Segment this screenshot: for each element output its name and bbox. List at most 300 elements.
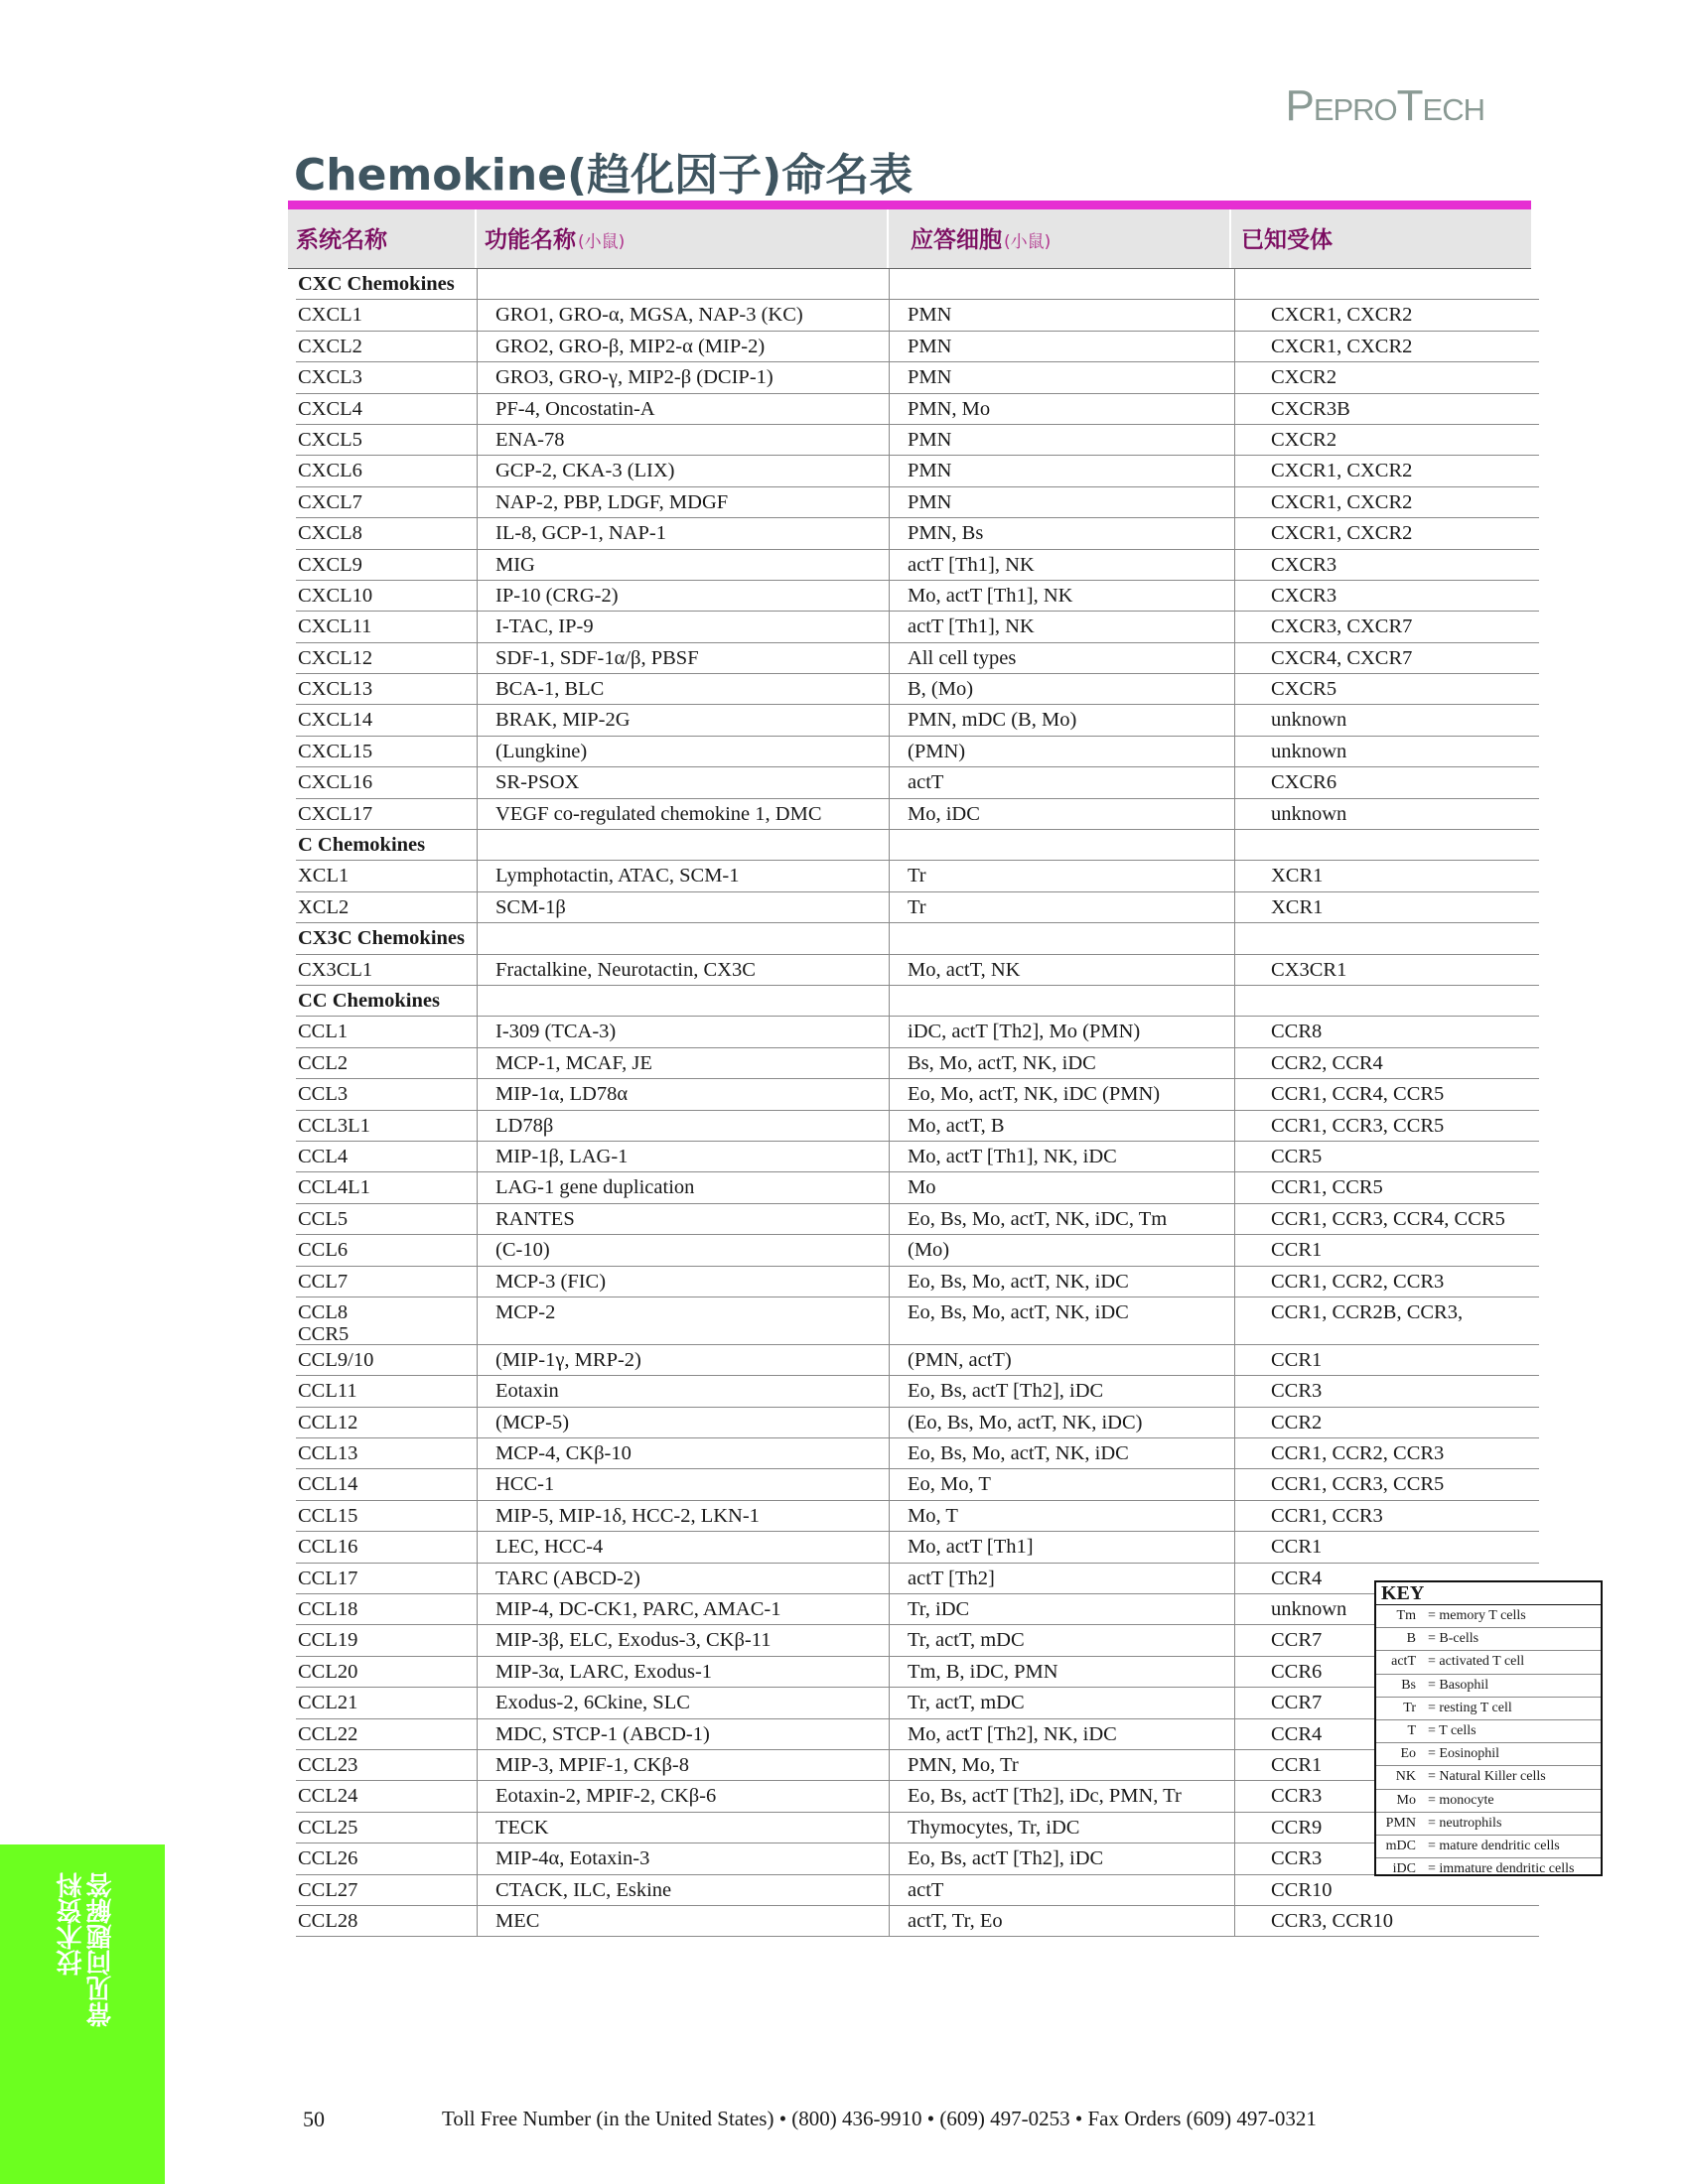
cell-responding-cells: PMN: [908, 304, 952, 327]
chemokine-table: [296, 269, 1539, 1937]
table-row: [296, 456, 1539, 486]
cell-known-receptors: CCR3, CCR10: [1271, 1909, 1394, 1932]
table-row: [296, 1204, 1539, 1235]
cell-known-receptors: CCR4: [1271, 1567, 1323, 1589]
key-desc: = immature dendritic cells: [1428, 1861, 1575, 1877]
cell-systematic-name: CCL12: [298, 1411, 358, 1433]
table-row: [296, 861, 1539, 891]
cell-known-receptors: CXCR3, CXCR7: [1271, 615, 1413, 638]
cell-functional-name: Fractalkine, Neurotactin, CX3C: [495, 958, 756, 981]
cell-functional-name: [495, 986, 903, 1016]
cell-responding-cells: PMN: [908, 460, 952, 482]
cell-systematic-name: CCL2: [298, 1051, 349, 1074]
cell-systematic-name: CCL6: [298, 1239, 349, 1262]
cell-known-receptors: CCR1: [1271, 1348, 1323, 1371]
key-abbr: PMN: [1385, 1815, 1416, 1831]
cell-known-receptors: CCR1, CCR2B, CCR3,: [1271, 1300, 1464, 1323]
key-desc: = resting T cell: [1428, 1700, 1512, 1715]
cell-systematic-name: CCL4L1: [298, 1176, 370, 1199]
cell-functional-name: IP-10 (CRG-2): [495, 584, 619, 607]
key-abbr: T: [1407, 1722, 1416, 1738]
cell-responding-cells: PMN, Mo, Tr: [908, 1753, 1019, 1776]
cell-functional-name: NAP-2, PBP, LDGF, MDGF: [495, 490, 729, 513]
cell-known-receptors: CXCR1, CXCR2: [1271, 522, 1413, 545]
table-row: [296, 1875, 1539, 1906]
cell-functional-name: CTACK, ILC, Eskine: [495, 1878, 672, 1901]
cell-responding-cells: Mo, actT, NK: [908, 958, 1021, 981]
cell-systematic-name: CCL27: [298, 1878, 358, 1901]
cell-responding-cells: Bs, Mo, actT, NK, iDC: [908, 1051, 1096, 1074]
cell-responding-cells: actT, Tr, Eo: [908, 1909, 1003, 1932]
header-responding-cells: 应答细胞 (小鼠): [911, 227, 1052, 253]
key-desc: = T cells: [1428, 1722, 1477, 1738]
cell-responding-cells: PMN: [908, 366, 952, 389]
cell-known-receptors: unknown: [1271, 802, 1347, 825]
cell-responding-cells: Tr: [908, 895, 926, 918]
key-legend: [1374, 1580, 1603, 1876]
cell-known-receptors: XCR1: [1271, 865, 1324, 887]
table-row: [296, 581, 1539, 612]
cell-known-receptors: CX3CR1: [1271, 958, 1347, 981]
key-item: [1376, 1858, 1601, 1880]
column-divider: [477, 269, 478, 1937]
cell-known-receptors: CCR3: [1271, 1847, 1323, 1870]
cell-responding-cells: PMN, Bs: [908, 522, 984, 545]
cell-responding-cells: Thymocytes, Tr, iDC: [908, 1816, 1080, 1839]
side-tab: [0, 1844, 165, 2184]
key-abbr: Eo: [1400, 1746, 1416, 1762]
table-row: [296, 1688, 1539, 1718]
table-row: [296, 1079, 1539, 1110]
table-row: [296, 1235, 1539, 1266]
table-row: [296, 394, 1539, 425]
page-title: Chemokine(趋化因子)命名表: [294, 150, 914, 201]
cell-systematic-name: CX3CL1: [298, 958, 373, 981]
table-row: [296, 550, 1539, 581]
cell-functional-name: LD78β: [495, 1114, 554, 1137]
cell-systematic-name: CXCL16: [298, 771, 373, 794]
table-row: [296, 1564, 1539, 1594]
section-title: CC Chemokines: [298, 989, 440, 1012]
table-row: [296, 1906, 1539, 1937]
table-row: [296, 1657, 1539, 1688]
table-row: [296, 1532, 1539, 1563]
cell-functional-name: VEGF co-regulated chemokine 1, DMC: [495, 802, 822, 825]
cell-functional-name: (C-10): [495, 1239, 550, 1262]
table-row: [296, 955, 1539, 986]
cell-systematic-name: CXCL9: [298, 553, 362, 576]
cell-functional-name: MIP-3, MPIF-1, CKβ-8: [495, 1753, 689, 1776]
cell-responding-cells: Tr, actT, mDC: [908, 1692, 1025, 1714]
cell-functional-name: SDF-1, SDF-1α/β, PBSF: [495, 646, 699, 669]
key-item: [1376, 1628, 1601, 1651]
table-row: [296, 1625, 1539, 1656]
table-row: [296, 1111, 1539, 1142]
cell-systematic-name: CCL15: [298, 1504, 358, 1527]
cell-functional-name: Eotaxin-2, MPIF-2, CKβ-6: [495, 1785, 717, 1808]
column-divider: [889, 269, 890, 1937]
cell-functional-name: ENA-78: [495, 428, 565, 451]
key-item: [1376, 1836, 1601, 1858]
table-row: [296, 1750, 1539, 1781]
key-abbr: Mo: [1396, 1792, 1416, 1808]
cell-systematic-name: CCL20: [298, 1660, 358, 1683]
table-row: [296, 737, 1539, 767]
cell-responding-cells: PMN: [908, 428, 952, 451]
cell-functional-name: I-309 (TCA-3): [495, 1021, 617, 1043]
accent-rule: [288, 201, 1531, 209]
cell-responding-cells: Eo, Mo, T: [908, 1473, 991, 1496]
table-row: [296, 1048, 1539, 1079]
cell-responding-cells: All cell types: [908, 646, 1017, 669]
brand-logo: PeproTech: [1285, 81, 1484, 130]
cell-responding-cells: PMN, mDC (B, Mo): [908, 709, 1077, 732]
section-row: [296, 269, 1539, 300]
cell-systematic-name: CCL3: [298, 1083, 349, 1106]
cell-responding-cells: Eo, Bs, actT [Th2], iDC: [908, 1380, 1104, 1403]
cell-systematic-name: CCL13: [298, 1442, 358, 1465]
side-tab-text-1: 技术资料: [57, 1872, 86, 1976]
cell-responding-cells: actT [Th1], NK: [908, 615, 1035, 638]
key-item: [1376, 1743, 1601, 1766]
cell-responding-cells: actT: [908, 1878, 944, 1901]
cell-known-receptors: CCR1: [1271, 1239, 1323, 1262]
key-desc: = memory T cells: [1428, 1608, 1526, 1623]
cell-responding-cells: Mo, iDC: [908, 802, 980, 825]
cell-functional-name: IL-8, GCP-1, NAP-1: [495, 522, 666, 545]
cell-known-receptors: CCR1, CCR3: [1271, 1504, 1383, 1527]
cell-known-receptors: CXCR1, CXCR2: [1271, 460, 1413, 482]
cell-responding-cells: Mo, actT [Th1]: [908, 1536, 1034, 1559]
cell-known-receptors: CCR3: [1271, 1785, 1323, 1808]
footer-contact: Toll Free Number (in the United States) • (800) 436-9910 • (609) 497-0253 • Fax Orders (609) 497-0321: [442, 2107, 1317, 2130]
cell-responding-cells: Tr, actT, mDC: [908, 1629, 1025, 1652]
cell-systematic-name: CCL14: [298, 1473, 358, 1496]
cell-functional-name: (MIP-1γ, MRP-2): [495, 1348, 641, 1371]
cell-known-receptors: XCR1: [1271, 895, 1324, 918]
cell-systematic-name: CCL4: [298, 1145, 349, 1167]
cell-systematic-name: CCL16: [298, 1536, 358, 1559]
cell-functional-name: Eotaxin: [495, 1380, 559, 1403]
cell-functional-name: (MCP-5): [495, 1411, 570, 1433]
header-known-receptors: 已知受体: [1241, 227, 1333, 253]
cell-systematic-name: CXCL2: [298, 335, 362, 357]
cell-systematic-name: CCL9/10: [298, 1348, 374, 1371]
cell-functional-name: Lymphotactin, ATAC, SCM-1: [495, 865, 740, 887]
key-desc: = monocyte: [1428, 1792, 1494, 1808]
cell-functional-name: PF-4, Oncostatin-A: [495, 397, 655, 420]
cell-known-receptors: [1271, 923, 1549, 953]
cell-systematic-name: XCL2: [298, 895, 350, 918]
cell-functional-name: MIP-3β, ELC, Exodus-3, CKβ-11: [495, 1629, 772, 1652]
cell-systematic-name: CXCL7: [298, 490, 362, 513]
cell-known-receptors: CXCR3B: [1271, 397, 1350, 420]
table-row: [296, 1843, 1539, 1874]
cell-functional-name: [495, 830, 903, 860]
cell-known-receptors: unknown: [1271, 740, 1347, 762]
cell-functional-name: MIP-3α, LARC, Exodus-1: [495, 1660, 713, 1683]
cell-systematic-name: CCL8: [298, 1300, 349, 1323]
cell-responding-cells: actT [Th1], NK: [908, 553, 1035, 576]
cell-systematic-name: CCL25: [298, 1816, 358, 1839]
table-row: [296, 705, 1539, 736]
cell-responding-cells: Tm, B, iDC, PMN: [908, 1660, 1058, 1683]
cell-known-receptors: CCR8: [1271, 1021, 1323, 1043]
table-row: [296, 518, 1539, 549]
table-row: [296, 362, 1539, 393]
key-desc: = B-cells: [1428, 1631, 1479, 1647]
cell-systematic-name: CCL19: [298, 1629, 358, 1652]
cell-functional-name: GCP-2, CKA-3 (LIX): [495, 460, 675, 482]
cell-functional-name: GRO3, GRO-γ, MIP2-β (DCIP-1): [495, 366, 774, 389]
key-desc: = Eosinophil: [1428, 1746, 1500, 1762]
cell-systematic-name: CCL7: [298, 1270, 349, 1293]
cell-known-receptors: [1271, 986, 1549, 1016]
cell-known-receptors: CCR3: [1271, 1380, 1323, 1403]
cell-known-receptors: CCR1, CCR5: [1271, 1176, 1383, 1199]
key-abbr: NK: [1395, 1769, 1416, 1785]
cell-systematic-name: CXCL6: [298, 460, 362, 482]
cell-functional-name: SR-PSOX: [495, 771, 580, 794]
cell-systematic-name: CXCL15: [298, 740, 373, 762]
table-row: [296, 1172, 1539, 1203]
cell-known-receptors: CXCR2: [1271, 366, 1337, 389]
cell-responding-cells: B, (Mo): [908, 678, 974, 701]
table-row: [296, 300, 1539, 331]
key-abbr: Tm: [1396, 1608, 1416, 1623]
cell-functional-name: (Lungkine): [495, 740, 588, 762]
cell-known-receptors: CCR9: [1271, 1816, 1323, 1839]
cell-functional-name: LAG-1 gene duplication: [495, 1176, 695, 1199]
key-item: [1376, 1698, 1601, 1720]
cell-responding-cells: (Eo, Bs, Mo, actT, NK, iDC): [908, 1411, 1143, 1433]
cell-systematic-name: CXCL11: [298, 615, 372, 638]
table-row: [296, 1719, 1539, 1750]
cell-known-receptors: CXCR3: [1271, 584, 1337, 607]
key-item: [1376, 1720, 1601, 1743]
key-desc: = activated T cell: [1428, 1654, 1525, 1670]
cell-systematic-name: CCL22: [298, 1722, 358, 1745]
cell-systematic-name: CCL1: [298, 1021, 349, 1043]
key-desc: = mature dendritic cells: [1428, 1838, 1560, 1853]
cell-systematic-name: CCL23: [298, 1753, 358, 1776]
table-header: [288, 209, 1531, 269]
cell-known-receptors: CCR1, CCR2, CCR3: [1271, 1442, 1445, 1465]
cell-known-receptors: CXCR4, CXCR7: [1271, 646, 1413, 669]
cell-responding-cells: Eo, Mo, actT, NK, iDC (PMN): [908, 1083, 1161, 1106]
table-row: [296, 1267, 1539, 1297]
key-item: [1376, 1813, 1601, 1836]
cell-functional-name: MCP-2: [495, 1300, 556, 1323]
cell-systematic-name: CCL18: [298, 1598, 358, 1621]
key-desc: = Basophil: [1428, 1677, 1489, 1693]
cell-responding-cells: actT [Th2]: [908, 1567, 995, 1589]
cell-functional-name: TECK: [495, 1816, 549, 1839]
key-abbr: mDC: [1385, 1838, 1416, 1853]
cell-known-receptors: CXCR1, CXCR2: [1271, 304, 1413, 327]
cell-functional-name: MIP-4, DC-CK1, PARC, AMAC-1: [495, 1598, 781, 1621]
cell-known-receptors: CCR5: [1271, 1145, 1323, 1167]
cell-responding-cells: actT: [908, 771, 944, 794]
cell-functional-name: BCA-1, BLC: [495, 678, 605, 701]
cell-functional-name: MIG: [495, 553, 535, 576]
key-abbr: B: [1406, 1631, 1416, 1647]
table-row: [296, 1142, 1539, 1172]
cell-responding-cells: Mo: [908, 1176, 936, 1199]
cell-functional-name: GRO1, GRO-α, MGSA, NAP-3 (KC): [495, 304, 803, 327]
cell-known-receptors: CXCR2: [1271, 428, 1337, 451]
table-row: [296, 1438, 1539, 1469]
cell-known-receptors: CCR1, CCR3, CCR5: [1271, 1114, 1445, 1137]
table-row: [296, 1408, 1539, 1438]
section-row: [296, 986, 1539, 1017]
cell-systematic-name: CXCL4: [298, 397, 362, 420]
cell-functional-name: MIP-1α, LD78α: [495, 1083, 629, 1106]
cell-responding-cells: Eo, Bs, actT [Th2], iDC: [908, 1847, 1104, 1870]
key-desc: = neutrophils: [1428, 1815, 1502, 1831]
cell-functional-name: GRO2, GRO-β, MIP2-α (MIP-2): [495, 335, 766, 357]
cell-known-receptors: CCR1, CCR3, CCR5: [1271, 1473, 1445, 1496]
cell-systematic-name: CCL5: [298, 1207, 349, 1230]
column-divider: [1234, 269, 1235, 1937]
cell-functional-name: MEC: [495, 1909, 540, 1932]
cell-responding-cells: (PMN, actT): [908, 1348, 1012, 1371]
key-desc: = Natural Killer cells: [1428, 1769, 1546, 1785]
cell-functional-name: LEC, HCC-4: [495, 1536, 604, 1559]
cell-known-receptors: CXCR3: [1271, 553, 1337, 576]
cell-systematic-name: CXCL12: [298, 646, 373, 669]
cell-responding-cells: PMN: [908, 335, 952, 357]
table-row: [296, 1781, 1539, 1812]
cell-responding-cells: Tr: [908, 865, 926, 887]
cell-known-receptors: unknown: [1271, 1598, 1347, 1621]
table-row: [296, 425, 1539, 456]
cell-systematic-name: CCL21: [298, 1692, 358, 1714]
cell-systematic-name: XCL1: [298, 865, 350, 887]
cell-responding-cells: (Mo): [908, 1239, 950, 1262]
cell-responding-cells: Eo, Bs, Mo, actT, NK, iDC, Tm: [908, 1207, 1168, 1230]
cell-systematic-name: CCL24: [298, 1785, 358, 1808]
cell-known-receptors: CXCR1, CXCR2: [1271, 335, 1413, 357]
header-functional-name: 功能名称 (小鼠): [485, 227, 626, 253]
side-tab-text-2: 常见问题解答: [86, 1872, 116, 2027]
cell-responding-cells: Tr, iDC: [908, 1598, 970, 1621]
cell-known-receptors: CCR1, CCR4, CCR5: [1271, 1083, 1445, 1106]
cell-responding-cells: (PMN): [908, 740, 966, 762]
cell-known-receptors: CCR10: [1271, 1878, 1333, 1901]
cell-responding-cells: PMN: [908, 490, 952, 513]
section-title: CXC Chemokines: [298, 273, 455, 295]
header-systematic-name: 系统名称: [296, 227, 387, 253]
cell-responding-cells: PMN, Mo: [908, 397, 991, 420]
cell-systematic-name: CXCL10: [298, 584, 373, 607]
cell-systematic-name: CXCL17: [298, 802, 373, 825]
cell-systematic-name: CXCL1: [298, 304, 362, 327]
cell-functional-name: Exodus-2, 6Ckine, SLC: [495, 1692, 690, 1714]
cell-responding-cells: Mo, actT, B: [908, 1114, 1005, 1137]
cell-responding-cells: Mo, T: [908, 1504, 958, 1527]
cell-functional-name: MCP-3 (FIC): [495, 1270, 607, 1293]
cell-responding-cells: Eo, Bs, Mo, actT, NK, iDC: [908, 1442, 1129, 1465]
key-item: [1376, 1790, 1601, 1813]
cell-functional-name: MCP-4, CKβ-10: [495, 1442, 632, 1465]
key-abbr: actT: [1391, 1654, 1416, 1670]
cell-functional-name: HCC-1: [495, 1473, 555, 1496]
cell-known-receptors: CXCR6: [1271, 771, 1337, 794]
cell-systematic-name: CCL28: [298, 1909, 358, 1932]
page-number: 50: [303, 2107, 325, 2131]
cell-known-receptors: CCR7: [1271, 1629, 1323, 1652]
cell-responding-cells: Eo, Bs, Mo, actT, NK, iDC: [908, 1300, 1129, 1323]
cell-known-receptors: CCR2, CCR4: [1271, 1051, 1383, 1074]
table-row: [296, 332, 1539, 362]
cell-known-receptors: [1271, 269, 1549, 299]
key-item: [1376, 1605, 1601, 1628]
cell-systematic-name: CXCL5: [298, 428, 362, 451]
cell-responding-cells: Mo, actT [Th2], NK, iDC: [908, 1722, 1117, 1745]
cell-known-receptors: CCR1: [1271, 1536, 1323, 1559]
cell-known-receptors: CCR2: [1271, 1411, 1323, 1433]
section-title: CX3C Chemokines: [298, 927, 465, 950]
cell-responding-cells: Mo, actT [Th1], NK, iDC: [908, 1145, 1117, 1167]
cell-systematic-name: CCL3L1: [298, 1114, 370, 1137]
cell-known-receptors: CCR7: [1271, 1692, 1323, 1714]
section-title: C Chemokines: [298, 834, 426, 857]
cell-known-receptors: CCR6: [1271, 1660, 1323, 1683]
cell-systematic-name: CXCL3: [298, 366, 362, 389]
cell-responding-cells: [908, 269, 1265, 299]
cell-systematic-name: CXCL13: [298, 678, 373, 701]
table-row: [296, 643, 1539, 674]
cell-systematic-name: CCL17: [298, 1567, 358, 1589]
cell-responding-cells: iDC, actT [Th2], Mo (PMN): [908, 1021, 1141, 1043]
cell-functional-name: TARC (ABCD-2): [495, 1567, 640, 1589]
cell-functional-name: MCP-1, MCAF, JE: [495, 1051, 652, 1074]
key-item: [1376, 1766, 1601, 1789]
cell-responding-cells: [908, 986, 1265, 1016]
table-row: [296, 487, 1539, 518]
cell-systematic-name: CCL26: [298, 1847, 358, 1870]
table-row: [296, 612, 1539, 642]
cell-functional-name: [495, 269, 903, 299]
cell-responding-cells: Eo, Bs, Mo, actT, NK, iDC: [908, 1270, 1129, 1293]
table-row: [296, 1469, 1539, 1500]
section-row: [296, 830, 1539, 861]
key-abbr: iDC: [1392, 1861, 1416, 1877]
cell-functional-name: BRAK, MIP-2G: [495, 709, 631, 732]
table-row: [296, 892, 1539, 923]
cell-systematic-name: CCL11: [298, 1380, 357, 1403]
table-row: [296, 1017, 1539, 1047]
cell-functional-name: MIP-5, MIP-1δ, HCC-2, LKN-1: [495, 1504, 760, 1527]
cell-functional-name: I-TAC, IP-9: [495, 615, 594, 638]
cell-known-receptors: unknown: [1271, 709, 1347, 732]
key-item: [1376, 1675, 1601, 1698]
table-row: [296, 767, 1539, 798]
cell-responding-cells: Mo, actT [Th1], NK: [908, 584, 1073, 607]
cell-systematic-name-continued: CCR5: [298, 1322, 350, 1345]
cell-responding-cells: [908, 830, 1265, 860]
table-row: [296, 674, 1539, 705]
table-row: [296, 1501, 1539, 1532]
cell-known-receptors: CCR1: [1271, 1753, 1323, 1776]
table-row: [296, 1594, 1539, 1625]
cell-systematic-name: CXCL14: [298, 709, 373, 732]
key-abbr: Bs: [1401, 1677, 1416, 1693]
table-row: [296, 1345, 1539, 1376]
cell-known-receptors: CCR1, CCR3, CCR4, CCR5: [1271, 1207, 1505, 1230]
cell-known-receptors: [1271, 830, 1549, 860]
